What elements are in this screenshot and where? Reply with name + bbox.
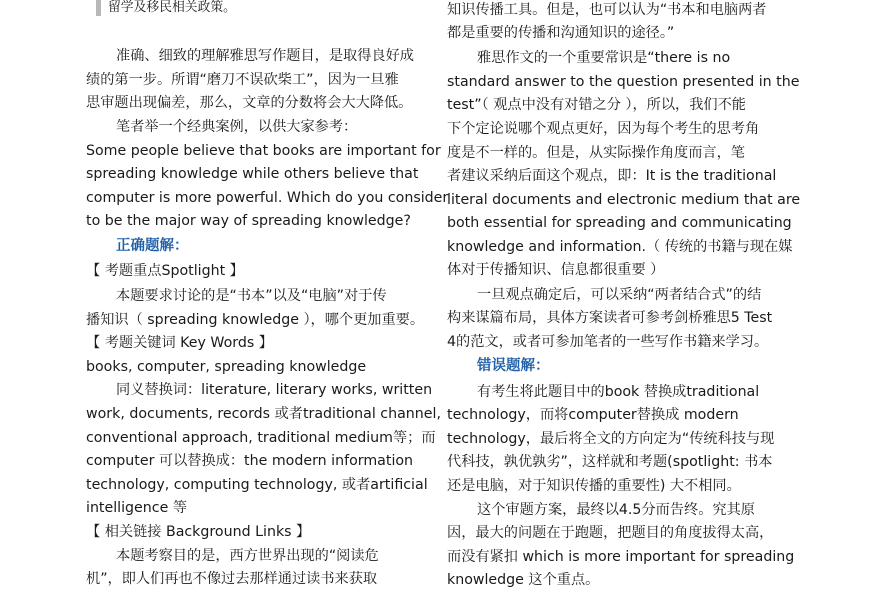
subheading-key-words: 【 考题关键词 Key Words 】	[86, 335, 273, 351]
text-line: 知识传播工具。但是，也可以认为“书本和电脑两者	[447, 2, 767, 18]
text-line: 绩的第一步。所谓“磨刀不误砍柴工”，因为一旦雅	[86, 72, 399, 88]
section-heading-correct: 正确题解：	[116, 238, 189, 254]
text-line: 思审题出现偏差，那么，文章的分数将会大大降低。	[86, 95, 413, 111]
text-line: conventional approach, traditional medium等；而	[86, 430, 436, 446]
text-line: 4的范文，或者可参加笔者的一些写作书籍来学习。	[447, 334, 769, 350]
sidebar-quote-bar	[96, 0, 101, 16]
text-line: 而没有紧扣 which is more important for spreading	[447, 549, 795, 565]
text-line: 构来谋篇布局，具体方案读者可参考剑桥雅思5 Test	[447, 310, 773, 326]
text-line: computer is more powerful. Which do you consider	[86, 190, 449, 206]
text-line: 还是电脑，对于知识传播的重要性) 大不相同。	[447, 478, 741, 494]
text-line: 代科技，孰优孰劣”，这样就和考题(spotlight: 书本	[447, 454, 773, 470]
text-line: 一旦观点确定后，可以采纳“两者结合式”的结	[477, 287, 762, 303]
text-line: spreading knowledge while others believe that	[86, 166, 419, 182]
text-line: 度是不一样的。但是，从实际操作角度而言，笔	[447, 145, 745, 161]
text-line: to be the major way of spreading knowledge?	[86, 213, 411, 229]
text-line: literal documents and electronic medium that are	[447, 192, 801, 208]
text-line: both essential for spreading and communicating	[447, 215, 792, 231]
text-line: 体对于传播知识、信息都很重要 ）	[447, 262, 665, 278]
text-line: 雅思作文的一个重要常识是“there is no	[477, 50, 731, 66]
text-line: knowledge 这个重点。	[447, 572, 600, 588]
text-line: standard answer to the question presented in the	[447, 74, 800, 90]
text-line: 笔者举一个经典案例，以供大家参考：	[116, 119, 358, 135]
text-line: books, computer, spreading knowledge	[86, 359, 367, 375]
text-line: technology，而将computer替换成 modern	[447, 407, 739, 423]
text-line: 本题考察目的是，西方世界出现的“阅读危	[116, 548, 379, 564]
text-line: 都是重要的传播和沟通知识的途径。”	[447, 25, 675, 41]
text-line: test”（ 观点中没有对错之分 ），所以，我们不能	[447, 97, 746, 113]
text-line: technology，最后将全文的方向定为“传统科技与现	[447, 431, 775, 447]
text-line: 播知识（ spreading knowledge ），哪个更加重要。	[86, 312, 425, 328]
subheading-spotlight: 【 考题重点Spotlight 】	[86, 263, 244, 279]
text-line: 者建议采纳后面这个观点，即：It is the traditional	[447, 168, 777, 184]
text-line: computer 可以替换成：the modern information	[86, 453, 414, 469]
text-line: technology, computing technology, 或者artificial	[86, 477, 428, 493]
text-line: 这个审题方案，最终以4.5分而告终。究其原	[477, 502, 755, 518]
text-line: Some people believe that books are important for	[86, 143, 441, 159]
text-line: 本题要求讨论的是“书本”以及“电脑”对于传	[116, 288, 387, 304]
section-heading-incorrect: 错误题解：	[477, 358, 550, 374]
text-line: 因，最大的问题在于跑题，把题目的角度拔得太高，	[447, 525, 774, 541]
text-line: knowledge and information.（ 传统的书籍与现在媒	[447, 239, 793, 255]
subheading-background-links: 【 相关链接 Background Links 】	[86, 524, 311, 540]
text-line: 机”，即人们再也不像过去那样通过读书来获取	[86, 571, 378, 587]
text-line: work, documents, records 或者traditional channel,	[86, 406, 441, 422]
text-line: 准确、细致的理解雅思写作题目，是取得良好成	[116, 48, 414, 64]
text-line: 留学及移民相关政策。	[108, 0, 236, 15]
text-line: 有考生将此题目中的book 替换成traditional	[477, 384, 760, 400]
text-line: intelligence 等	[86, 500, 188, 516]
text-line: 下个定论说哪个观点更好，因为每个考生的思考角	[447, 121, 760, 137]
text-line: 同义替换词：literature, literary works, written	[116, 382, 433, 398]
